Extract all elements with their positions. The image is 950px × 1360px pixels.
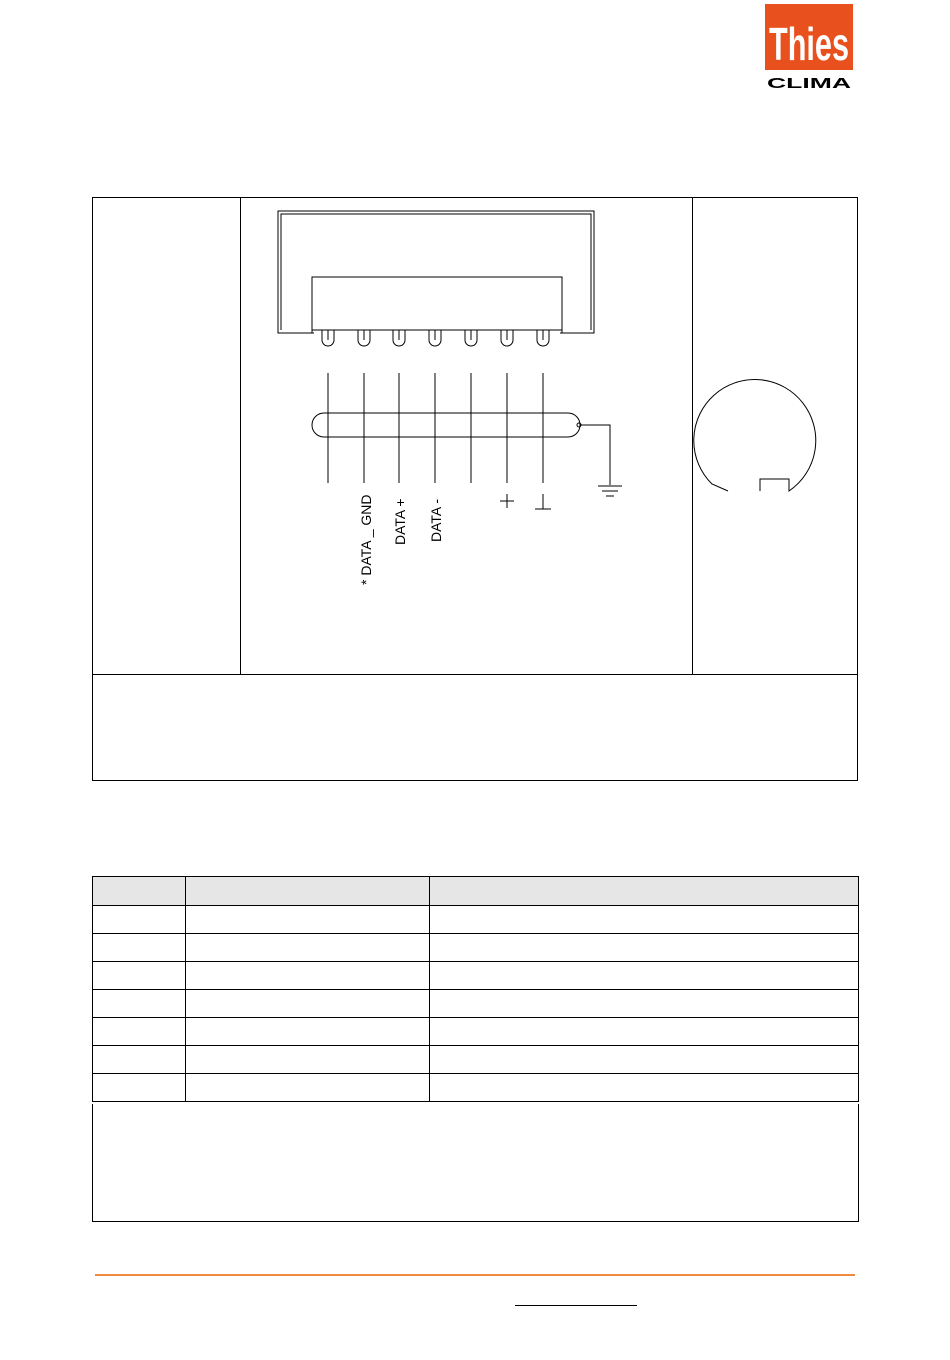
- logo-sub-text: CLIMA: [767, 75, 852, 92]
- footer-rule: [95, 1274, 855, 1276]
- table-cell: [93, 1018, 186, 1046]
- pin-6: [501, 330, 513, 346]
- table-cell: [186, 1046, 430, 1074]
- pin-2: [358, 330, 370, 346]
- cable-shield: [312, 413, 580, 437]
- table-row: [93, 990, 859, 1018]
- pin-row: [312, 330, 562, 346]
- wires: [328, 373, 543, 483]
- table-row: [93, 906, 859, 934]
- logo-brand-text: Thies: [769, 18, 849, 70]
- table-notes-box: [92, 1104, 859, 1222]
- table-cell: [186, 990, 430, 1018]
- table-cell: [93, 962, 186, 990]
- footer-link-underline: [515, 1305, 637, 1306]
- connector-front-view: [694, 380, 816, 491]
- pin-5: [465, 330, 477, 346]
- pin-1: [322, 330, 334, 346]
- table-cell: [186, 1074, 430, 1102]
- table-row: [93, 962, 859, 990]
- connector-housing: [278, 211, 594, 333]
- table-cell: [186, 906, 430, 934]
- table-cell: [430, 1074, 859, 1102]
- plus-symbol: [500, 494, 514, 508]
- thies-clima-logo: [765, 4, 853, 90]
- table-cell: [186, 934, 430, 962]
- label-data-minus: DATA -: [428, 498, 444, 542]
- table-row: [93, 934, 859, 962]
- table-cell: [430, 1018, 859, 1046]
- table-row: [93, 1046, 859, 1074]
- pin-3: [393, 330, 405, 346]
- table-cell: [93, 990, 186, 1018]
- table-row: [93, 1074, 859, 1102]
- table-header-row: [93, 877, 859, 906]
- table-cell: [430, 906, 859, 934]
- table-cell: [430, 934, 859, 962]
- header-cell: [93, 877, 186, 906]
- diagram-border: [93, 198, 858, 781]
- header-cell: [430, 877, 859, 906]
- pin-assignment-table: [92, 876, 859, 1102]
- header-cell: [186, 877, 430, 906]
- table-cell: [186, 962, 430, 990]
- table-cell: [93, 1074, 186, 1102]
- ground-symbol: [535, 494, 551, 509]
- table-cell: [430, 990, 859, 1018]
- table-cell: [186, 1018, 430, 1046]
- connector-diagram: [92, 197, 858, 781]
- shield-drain-wire: [581, 425, 610, 485]
- table-cell: [93, 934, 186, 962]
- table-cell: [430, 962, 859, 990]
- pin-7: [537, 330, 549, 346]
- label-data-gnd: * DATA _ GND: [358, 494, 374, 585]
- label-data-plus: DATA +: [392, 498, 408, 545]
- pin-4: [429, 330, 441, 346]
- earth-ground-symbol: [598, 486, 622, 496]
- table-cell: [93, 1046, 186, 1074]
- table-row: [93, 1018, 859, 1046]
- table-cell: [93, 906, 186, 934]
- table-cell: [430, 1046, 859, 1074]
